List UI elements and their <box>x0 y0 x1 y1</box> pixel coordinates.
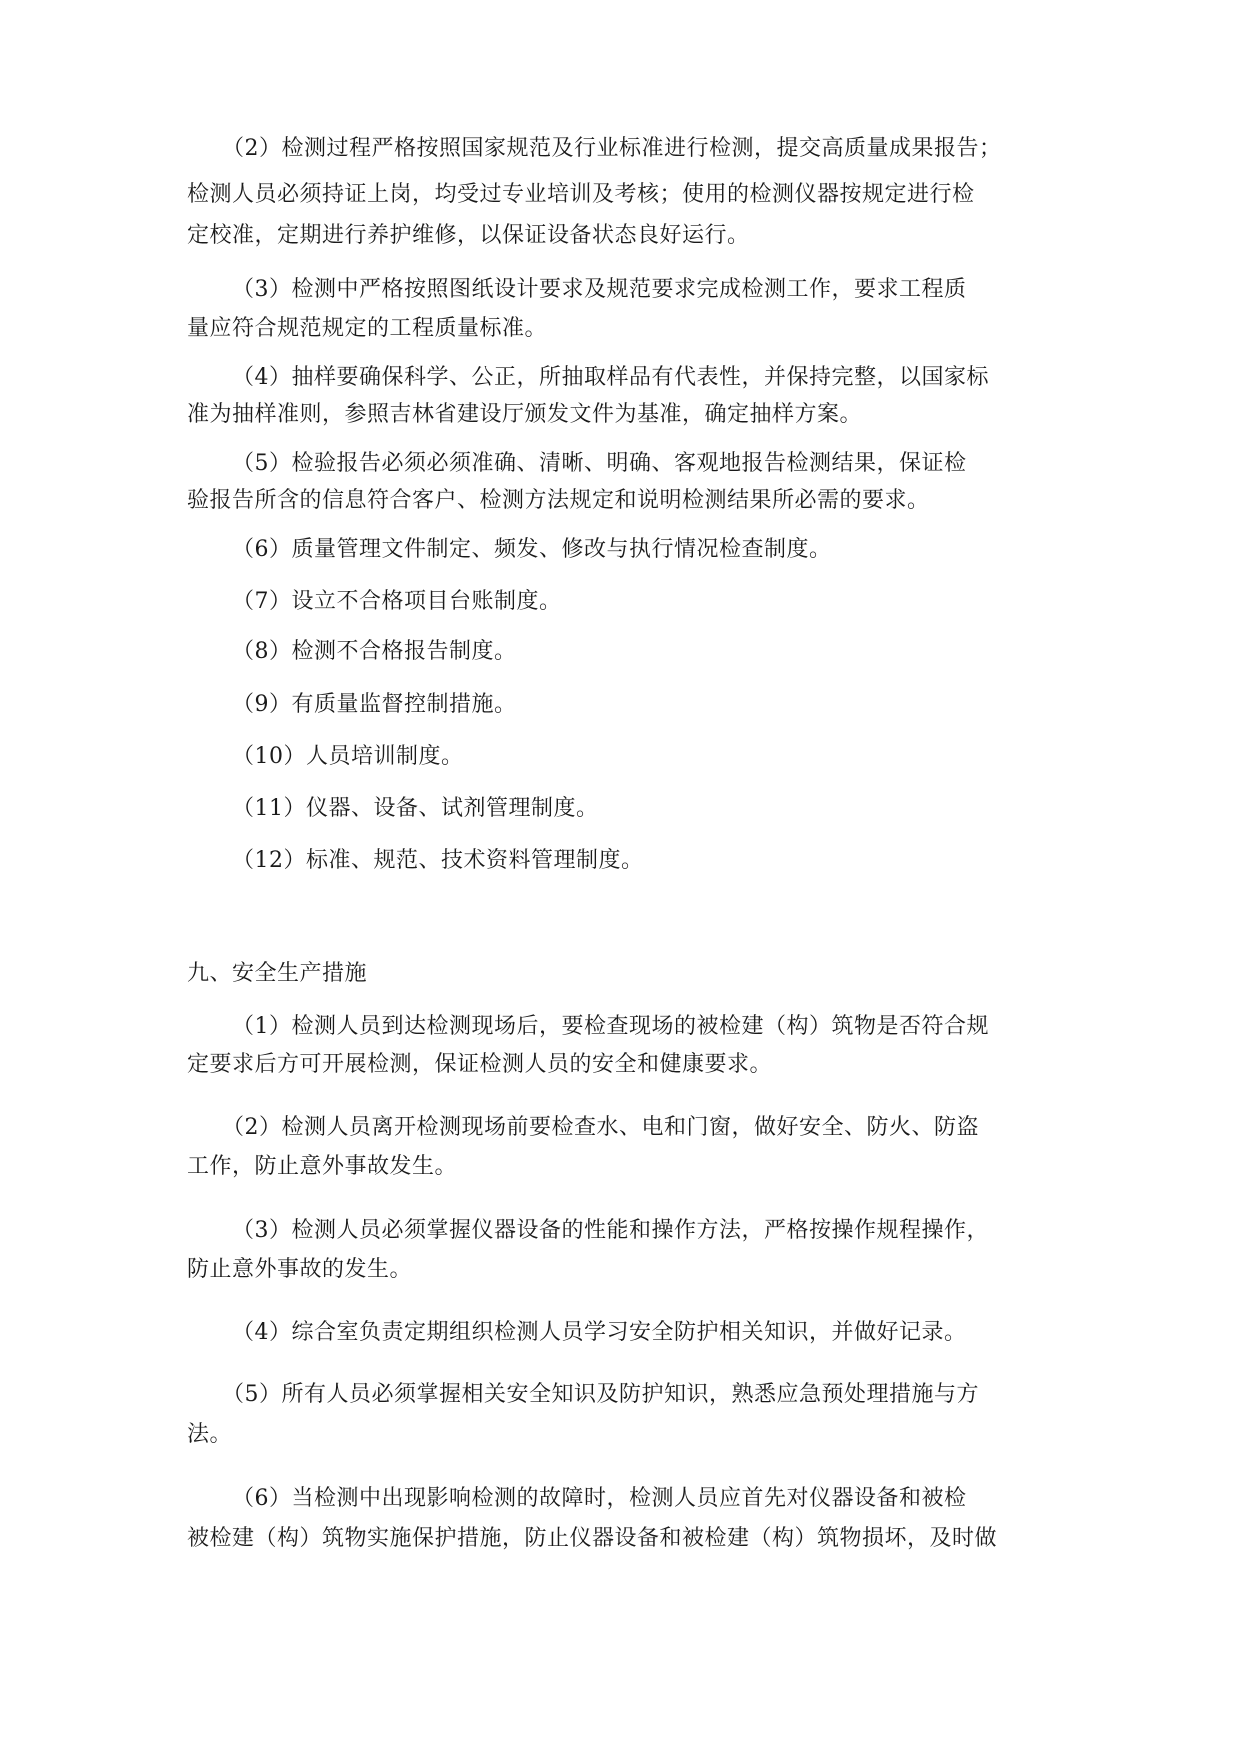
text-line: （5）所有人员必须掌握相关安全知识及防护知识，熟悉应急预处理措施与方 <box>222 1382 979 1407</box>
text-line: （4）综合室负责定期组织检测人员学习安全防护相关知识，并做好记录。 <box>232 1320 967 1345</box>
text-line: （2）检测人员离开检测现场前要检查水、电和门窗，做好安全、防火、防盗 <box>222 1115 979 1140</box>
text-line: 定校准，定期进行养护维修，以保证设备状态良好运行。 <box>187 223 750 248</box>
text-line: 准为抽样准则，参照吉林省建设厅颁发文件为基准，确定抽样方案。 <box>187 402 863 427</box>
section-heading: 九、安全生产措施 <box>187 961 368 986</box>
text-line: （5）检验报告必须必须准确、清晰、明确、客观地报告检测结果，保证检 <box>232 451 967 476</box>
text-line: （3）检测中严格按照图纸设计要求及规范要求完成检测工作，要求工程质 <box>232 277 967 302</box>
text-line: 工作，防止意外事故发生。 <box>187 1154 458 1179</box>
text-line: （4）抽样要确保科学、公正，所抽取样品有代表性，并保持完整，以国家标 <box>232 365 989 390</box>
text-line: （10）人员培训制度。 <box>232 744 464 769</box>
text-line: 量应符合规范规定的工程质量标准。 <box>187 316 548 341</box>
text-line: （3）检测人员必须掌握仪器设备的性能和操作方法，严格按操作规程操作， <box>232 1218 989 1243</box>
text-line: 被检建（构）筑物实施保护措施，防止仪器设备和被检建（构）筑物损坏，及时做 <box>187 1526 998 1551</box>
text-line: （2）检测过程严格按照国家规范及行业标准进行检测，提交高质量成果报告； <box>222 136 1002 161</box>
text-line: （6）当检测中出现影响检测的故障时，检测人员应首先对仪器设备和被检 <box>232 1486 967 1511</box>
text-line: （9）有质量监督控制措施。 <box>232 692 517 717</box>
text-line: 法。 <box>187 1422 233 1447</box>
text-line: 定要求后方可开展检测，保证检测人员的安全和健康要求。 <box>187 1052 773 1077</box>
text-line: 防止意外事故的发生。 <box>187 1257 413 1282</box>
text-line: （1）检测人员到达检测现场后，要检查现场的被检建（构）筑物是否符合规 <box>232 1014 989 1039</box>
text-line: （7）设立不合格项目台账制度。 <box>232 589 562 614</box>
text-line: （11）仪器、设备、试剂管理制度。 <box>232 796 599 821</box>
text-line: 验报告所含的信息符合客户、检测方法规定和说明检测结果所必需的要求。 <box>187 488 930 513</box>
text-line: （8）检测不合格报告制度。 <box>232 639 517 664</box>
text-line: （12）标准、规范、技术资料管理制度。 <box>232 848 644 873</box>
text-line: 检测人员必须持证上岗，均受过专业培训及考核；使用的检测仪器按规定进行检 <box>187 182 975 207</box>
text-line: （6）质量管理文件制定、频发、修改与执行情况检查制度。 <box>232 537 832 562</box>
